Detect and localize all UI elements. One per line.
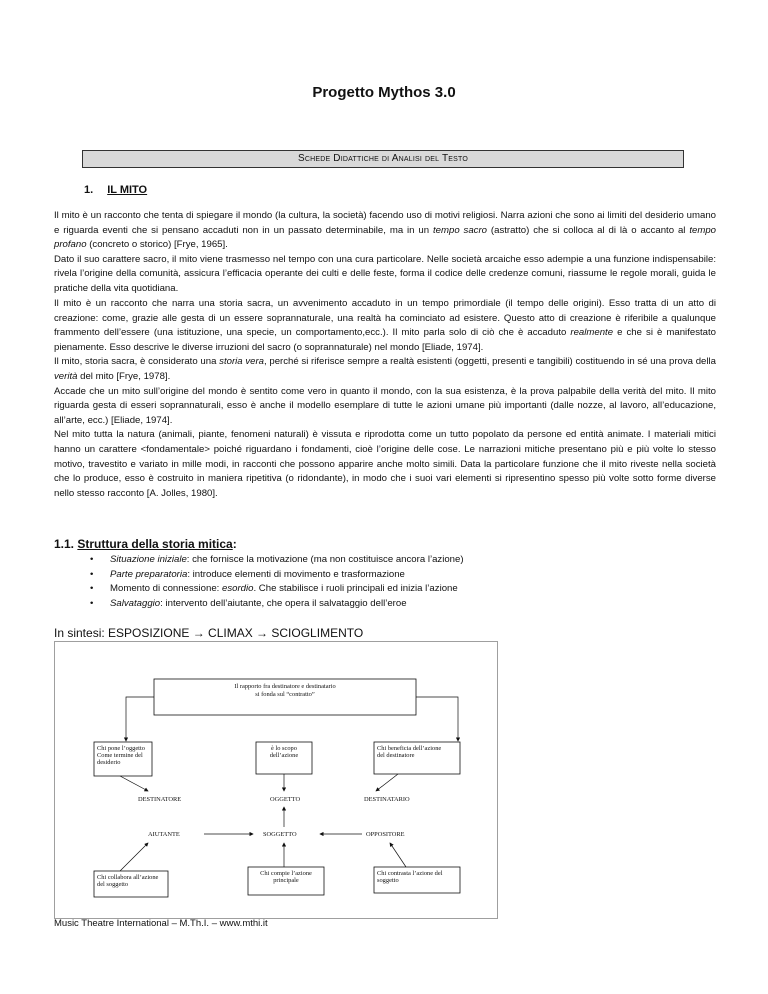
emphasis-text: tempo sacro xyxy=(432,224,488,236)
text-run: Accade che un mito sull’origine del mondo è sentito come vero in quanto il mondo, con la sua esistenza, è la prova palpabile della verità del mito. Il mito riguarda gesta di esseri soprannaturali, esso è anche il modello esemplare di tutte le azioni umane più importanti (dalle nozze, al lavoro, all’educazione, all’arte, ecc.) [Eliade, 1974]. xyxy=(54,385,716,426)
text-run: (concreto o storico) [Frye, 1965]. xyxy=(86,239,228,251)
list-item-desc: : introduce elementi di movimento e trasformazione xyxy=(187,568,405,580)
arrow-destinatore xyxy=(120,776,148,791)
subsection-number: 1.1. xyxy=(54,537,75,551)
box-br-line-2: soggetto xyxy=(377,877,399,884)
text-run: (astratto) che si colloca al di là o accanto al xyxy=(487,224,690,236)
paragraph xyxy=(54,385,716,429)
page-footer: Music Theatre International – M.Th.I. – www.mthi.it xyxy=(54,918,268,929)
emphasis-text: realmente xyxy=(570,327,614,339)
subsection-heading xyxy=(54,537,237,551)
subsection-colon: : xyxy=(232,537,237,551)
paragraph xyxy=(54,297,716,355)
label-aiutante: AIUTANTE xyxy=(148,831,180,838)
section-number: 1. xyxy=(84,184,94,196)
box-mid-line-1: è lo scopo xyxy=(271,745,297,752)
list-item xyxy=(90,553,464,568)
arrow-up-oppositore xyxy=(390,843,406,867)
list-item xyxy=(90,582,464,597)
contract-box-line-1: Il rapporto fra destinatore e destinatario xyxy=(234,683,336,690)
box-br-line-1: Chi contrasta l’azione del xyxy=(377,870,443,877)
list-item-prefix: Momento di connessione: xyxy=(110,583,222,595)
connector-right xyxy=(416,697,458,741)
paragraph xyxy=(54,428,716,501)
text-run: , perché si riferisce sempre a realtà esistenti (oggetti, presenti e tangibili) costituendo in sé una prova della xyxy=(263,356,716,368)
intro-paragraphs xyxy=(54,209,716,297)
list-item xyxy=(90,568,464,583)
list-item-term: esordio xyxy=(222,583,254,595)
text-run: Il mito, storia sacra, è considerato una xyxy=(54,356,220,368)
arrow-up-aiutante xyxy=(120,843,148,871)
label-destinatore: DESTINATORE xyxy=(138,796,182,803)
label-destinatario: DESTINATARIO xyxy=(364,796,410,803)
main-paragraphs xyxy=(54,297,716,501)
text-run: del mito [Frye, 1978]. xyxy=(77,370,171,382)
paragraph xyxy=(54,253,716,297)
emphasis-text: storia vera xyxy=(219,356,264,368)
emphasis-text: verità xyxy=(54,370,78,382)
contract-box-line-2: si fonda sul “contratto” xyxy=(255,691,315,698)
list-item xyxy=(90,597,464,612)
section-banner xyxy=(82,150,684,168)
box-left-line-2: Come termine del xyxy=(97,752,143,759)
box-left-line-3: desiderio xyxy=(97,759,121,766)
connector-left xyxy=(126,697,154,741)
list-item-term: Salvataggio xyxy=(110,597,161,609)
text-run: Il mito è un racconto che tenta di spiegare il mondo (la cultura, la società) facendo uso di motivi religiosi. Narra azioni che sono ai limiti del desiderio umano e riguarda eventi che si pensano accaduti non in un passato determinabile, ma in un xyxy=(54,210,716,236)
arrow-destinatario xyxy=(376,774,398,791)
label-oggetto: OGGETTO xyxy=(270,796,301,803)
box-bl-line-1: Chi collabora all’azione xyxy=(97,874,159,881)
list-item-term: Parte preparatoria xyxy=(110,568,188,580)
label-soggetto: SOGGETTO xyxy=(263,831,297,838)
summary-line: In sintesi: ESPOSIZIONE → CLIMAX → SCIOGLIMENTO xyxy=(54,626,364,640)
text-run: e che si è manifestato pienamente. Esso descrive le diverse irruzioni del sacro (o soprannaturale) nel mondo [Eliade, 1974]. xyxy=(54,327,716,353)
box-right-line-2: del destinatore xyxy=(377,752,415,759)
emphasis-text: tempo profano xyxy=(54,224,716,251)
list-item-desc: : intervento dell’aiutante, che opera il salvataggio dell’eroe xyxy=(160,597,407,609)
section-heading xyxy=(84,184,147,196)
text-run: Il mito è un racconto che narra una storia sacra, un avvenimento accaduto in un tempo primordiale (il tempo delle origini). Esso tratta di un atto di creazione: come, grazie alle gesta di un essere soprannaturale, una realtà ha cominciato ad esistere. Questo atto di creazione è riferibile a qualunque frammento dell’essere (una istituzione, una specie, un comportamento,ecc.). Il mito parla solo di ciò che è accaduto xyxy=(54,298,716,339)
box-left-line-1: Chi pone l’oggetto xyxy=(97,745,145,752)
paragraph xyxy=(54,355,716,384)
paragraph xyxy=(54,209,716,253)
actantial-diagram xyxy=(54,641,498,919)
box-bl-line-2: del soggetto xyxy=(97,881,129,888)
box-mid-line-2: dell’azione xyxy=(269,752,299,759)
list-item-term: Situazione iniziale xyxy=(110,554,187,565)
box-right-line-1: Chi beneficia dell’azione xyxy=(377,745,442,752)
box-bm-line-2: principale xyxy=(273,877,299,884)
list-item-desc: . Che stabilisce i ruoli principali ed inizia l’azione xyxy=(253,583,458,595)
list-item-desc: : che fornisce la motivazione (ma non costituisce ancora l’azione) xyxy=(186,554,464,565)
label-oppositore: OPPOSITORE xyxy=(366,831,405,838)
structure-list xyxy=(90,553,464,611)
subsection-title: Struttura della storia mitica xyxy=(77,537,233,551)
box-bm-line-1: Chi compie l’azione xyxy=(260,870,312,877)
text-run: Nel mito tutta la natura (animali, piante, fenomeni naturali) è vissuta e riprodotta come un tutto popolato da persone ed entità animate. I materiali mitici hanno un carattere <fondamentale> poiché riguardano i fondamenti, cioè l’origine delle cose. Le narrazioni mitiche presentano più e più volte lo stesso motivo, travestito e variato in mille modi, in racconti che possono apparire anche molto simili. Data la particolare funzione che il mito riveste nella società che lo produce, esso è costruito in maniera ripetitiva (o ridondante), in modo che i suoi vari elementi si ripresentino spesso più volte sotto forme diverse nello stesso racconto [A. Jolles, 1980]. xyxy=(54,429,716,499)
banner-text: Schede Didattiche di Analisi del Testo xyxy=(297,153,469,164)
section-title: IL MITO xyxy=(107,184,148,196)
page-title: Progetto Mythos 3.0 xyxy=(312,84,456,101)
text-run: Dato il suo carattere sacro, il mito viene trasmesso nel tempo con una cura particolare. Nelle società arcaiche esso adempie a una funzione indispensabile: rivela l’origine della comunità, assicura l’efficacia operante dei culti e delle feste, forma il codice delle credenze comuni, riassume le regole morali, guida le pratiche della vita quotidiana. xyxy=(54,253,716,294)
